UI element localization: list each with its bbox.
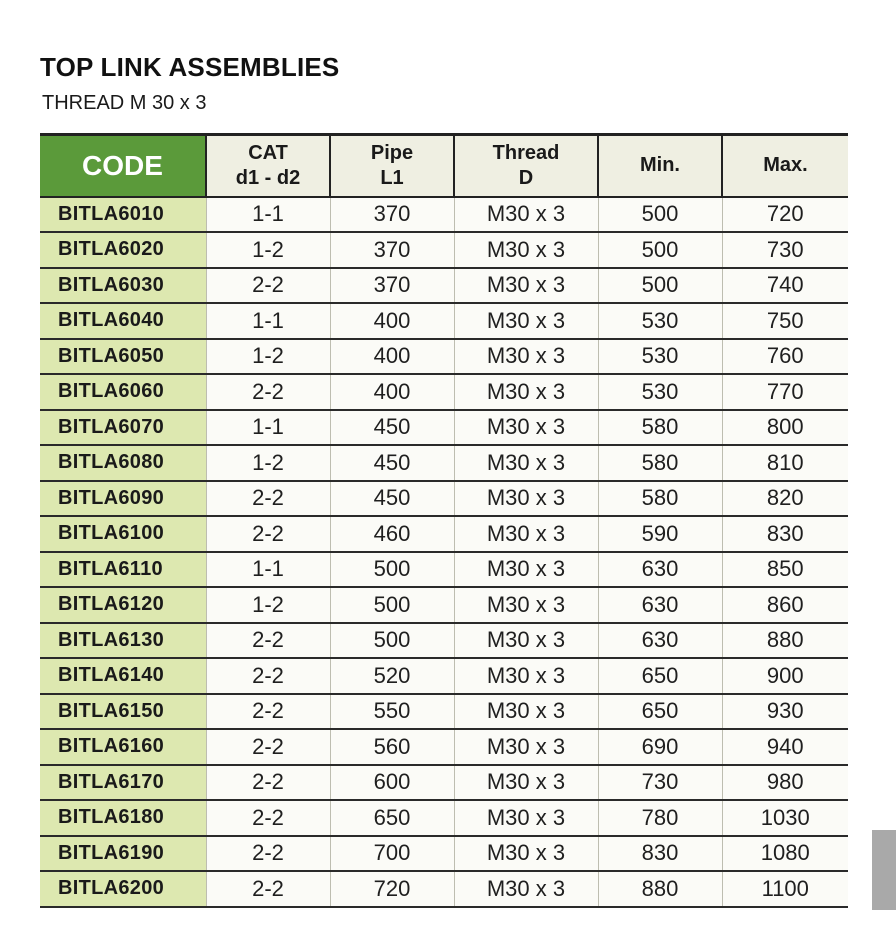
table-row (40, 232, 848, 268)
cell-cat: 2-2 (206, 516, 330, 552)
table-row (40, 516, 848, 552)
cell-cat: 2-2 (206, 481, 330, 517)
cell-code: BITLA6170 (40, 765, 206, 801)
cell-min: 580 (598, 410, 722, 446)
table-row (40, 552, 848, 588)
cell-cat: 2-2 (206, 268, 330, 304)
header-max-label: Max. (763, 154, 808, 177)
cell-code: BITLA6050 (40, 339, 206, 375)
cell-code: BITLA6060 (40, 374, 206, 410)
cell-pipe-l1: 460 (330, 516, 454, 552)
table-row (40, 339, 848, 375)
cell-cat: 2-2 (206, 658, 330, 694)
header-thread-line1: Thread (492, 141, 560, 164)
cell-code: BITLA6010 (40, 197, 206, 233)
edge-tab (872, 830, 896, 910)
cell-thread: M30 x 3 (454, 516, 598, 552)
header-thread-line2: D (518, 166, 534, 189)
cell-code: BITLA6090 (40, 481, 206, 517)
cell-cat: 1-2 (206, 587, 330, 623)
cell-pipe-l1: 500 (330, 587, 454, 623)
cell-max: 800 (722, 410, 848, 446)
page-title: TOP LINK ASSEMBLIES (40, 52, 340, 82)
cell-max: 980 (722, 765, 848, 801)
cell-code: BITLA6190 (40, 836, 206, 872)
cell-max: 880 (722, 623, 848, 659)
table-row (40, 268, 848, 304)
cell-min: 630 (598, 552, 722, 588)
cell-thread: M30 x 3 (454, 800, 598, 836)
header-min (598, 135, 722, 197)
table-row (40, 374, 848, 410)
cell-pipe-l1: 450 (330, 410, 454, 446)
cell-max: 930 (722, 694, 848, 730)
cell-thread: M30 x 3 (454, 729, 598, 765)
table-row (40, 765, 848, 801)
cell-cat: 2-2 (206, 729, 330, 765)
cell-cat: 2-2 (206, 800, 330, 836)
cell-min: 830 (598, 836, 722, 872)
cell-min: 880 (598, 871, 722, 907)
cell-min: 630 (598, 623, 722, 659)
cell-cat: 1-1 (206, 197, 330, 233)
table-header-row (40, 135, 848, 197)
cell-code: BITLA6140 (40, 658, 206, 694)
cell-pipe-l1: 720 (330, 871, 454, 907)
cell-max: 770 (722, 374, 848, 410)
cell-thread: M30 x 3 (454, 765, 598, 801)
cell-min: 580 (598, 445, 722, 481)
cell-pipe-l1: 500 (330, 552, 454, 588)
cell-cat: 2-2 (206, 694, 330, 730)
header-cat (206, 135, 330, 197)
cell-pipe-l1: 560 (330, 729, 454, 765)
cell-max: 1100 (722, 871, 848, 907)
cell-min: 530 (598, 374, 722, 410)
cell-thread: M30 x 3 (454, 871, 598, 907)
cell-thread: M30 x 3 (454, 303, 598, 339)
cell-thread: M30 x 3 (454, 445, 598, 481)
cell-thread: M30 x 3 (454, 410, 598, 446)
cell-thread: M30 x 3 (454, 552, 598, 588)
cell-code: BITLA6200 (40, 871, 206, 907)
cell-thread: M30 x 3 (454, 587, 598, 623)
header-thread (454, 135, 598, 197)
table-body (40, 197, 848, 907)
cell-thread: M30 x 3 (454, 481, 598, 517)
cell-max: 1080 (722, 836, 848, 872)
table-row (40, 729, 848, 765)
cell-min: 590 (598, 516, 722, 552)
cell-pipe-l1: 450 (330, 445, 454, 481)
table-row (40, 836, 848, 872)
cell-min: 530 (598, 303, 722, 339)
cell-cat: 2-2 (206, 871, 330, 907)
cell-min: 500 (598, 268, 722, 304)
cell-pipe-l1: 400 (330, 303, 454, 339)
table-row (40, 800, 848, 836)
header-pipe (330, 135, 454, 197)
table-row (40, 410, 848, 446)
cell-min: 650 (598, 694, 722, 730)
cell-cat: 1-2 (206, 339, 330, 375)
table-row (40, 197, 848, 233)
cell-code: BITLA6120 (40, 587, 206, 623)
cell-thread: M30 x 3 (454, 268, 598, 304)
cell-cat: 1-1 (206, 303, 330, 339)
cell-min: 500 (598, 197, 722, 233)
cell-pipe-l1: 370 (330, 232, 454, 268)
cell-max: 760 (722, 339, 848, 375)
cell-thread: M30 x 3 (454, 339, 598, 375)
cell-code: BITLA6080 (40, 445, 206, 481)
cell-cat: 2-2 (206, 623, 330, 659)
cell-min: 690 (598, 729, 722, 765)
page-subtitle: THREAD M 30 x 3 (42, 92, 207, 114)
cell-cat: 2-2 (206, 836, 330, 872)
table-row (40, 871, 848, 907)
table-row (40, 658, 848, 694)
cell-min: 730 (598, 765, 722, 801)
cell-min: 780 (598, 800, 722, 836)
cell-cat: 1-1 (206, 410, 330, 446)
header-code (40, 135, 206, 197)
cell-min: 650 (598, 658, 722, 694)
header-cat-line1: CAT (248, 141, 288, 164)
cell-max: 810 (722, 445, 848, 481)
header-max (722, 135, 848, 197)
cell-code: BITLA6130 (40, 623, 206, 659)
cell-thread: M30 x 3 (454, 232, 598, 268)
cell-pipe-l1: 400 (330, 339, 454, 375)
table-row (40, 587, 848, 623)
cell-min: 580 (598, 481, 722, 517)
cell-max: 900 (722, 658, 848, 694)
cell-code: BITLA6020 (40, 232, 206, 268)
header-min-label: Min. (640, 154, 680, 177)
cell-max: 850 (722, 552, 848, 588)
cell-max: 740 (722, 268, 848, 304)
cell-pipe-l1: 450 (330, 481, 454, 517)
cell-cat: 2-2 (206, 374, 330, 410)
cell-code: BITLA6030 (40, 268, 206, 304)
table-row (40, 694, 848, 730)
cell-pipe-l1: 550 (330, 694, 454, 730)
cell-thread: M30 x 3 (454, 658, 598, 694)
cell-thread: M30 x 3 (454, 374, 598, 410)
cell-max: 720 (722, 197, 848, 233)
cell-cat: 1-1 (206, 552, 330, 588)
cell-code: BITLA6040 (40, 303, 206, 339)
header-pipe-line2: L1 (380, 166, 404, 189)
cell-code: BITLA6180 (40, 800, 206, 836)
table-row (40, 303, 848, 339)
cell-max: 820 (722, 481, 848, 517)
cell-code: BITLA6160 (40, 729, 206, 765)
cell-max: 730 (722, 232, 848, 268)
table-row (40, 623, 848, 659)
cell-thread: M30 x 3 (454, 197, 598, 233)
cell-thread: M30 x 3 (454, 694, 598, 730)
cell-pipe-l1: 600 (330, 765, 454, 801)
cell-cat: 2-2 (206, 765, 330, 801)
cell-max: 940 (722, 729, 848, 765)
header-pipe-line1: Pipe (370, 141, 414, 164)
cell-max: 860 (722, 587, 848, 623)
cell-pipe-l1: 370 (330, 268, 454, 304)
cell-thread: M30 x 3 (454, 836, 598, 872)
top-link-table (40, 133, 848, 908)
cell-pipe-l1: 650 (330, 800, 454, 836)
header-code-label: CODE (82, 150, 163, 182)
cell-pipe-l1: 400 (330, 374, 454, 410)
cell-pipe-l1: 500 (330, 623, 454, 659)
table-row (40, 445, 848, 481)
cell-code: BITLA6110 (40, 552, 206, 588)
cell-max: 830 (722, 516, 848, 552)
cell-cat: 1-2 (206, 445, 330, 481)
cell-thread: M30 x 3 (454, 623, 598, 659)
cell-cat: 1-2 (206, 232, 330, 268)
cell-min: 630 (598, 587, 722, 623)
cell-code: BITLA6100 (40, 516, 206, 552)
cell-pipe-l1: 520 (330, 658, 454, 694)
cell-max: 750 (722, 303, 848, 339)
cell-pipe-l1: 370 (330, 197, 454, 233)
table-row (40, 481, 848, 517)
cell-min: 500 (598, 232, 722, 268)
cell-code: BITLA6070 (40, 410, 206, 446)
cell-min: 530 (598, 339, 722, 375)
cell-max: 1030 (722, 800, 848, 836)
cell-pipe-l1: 700 (330, 836, 454, 872)
cell-code: BITLA6150 (40, 694, 206, 730)
header-cat-line2: d1 - d2 (235, 166, 301, 189)
